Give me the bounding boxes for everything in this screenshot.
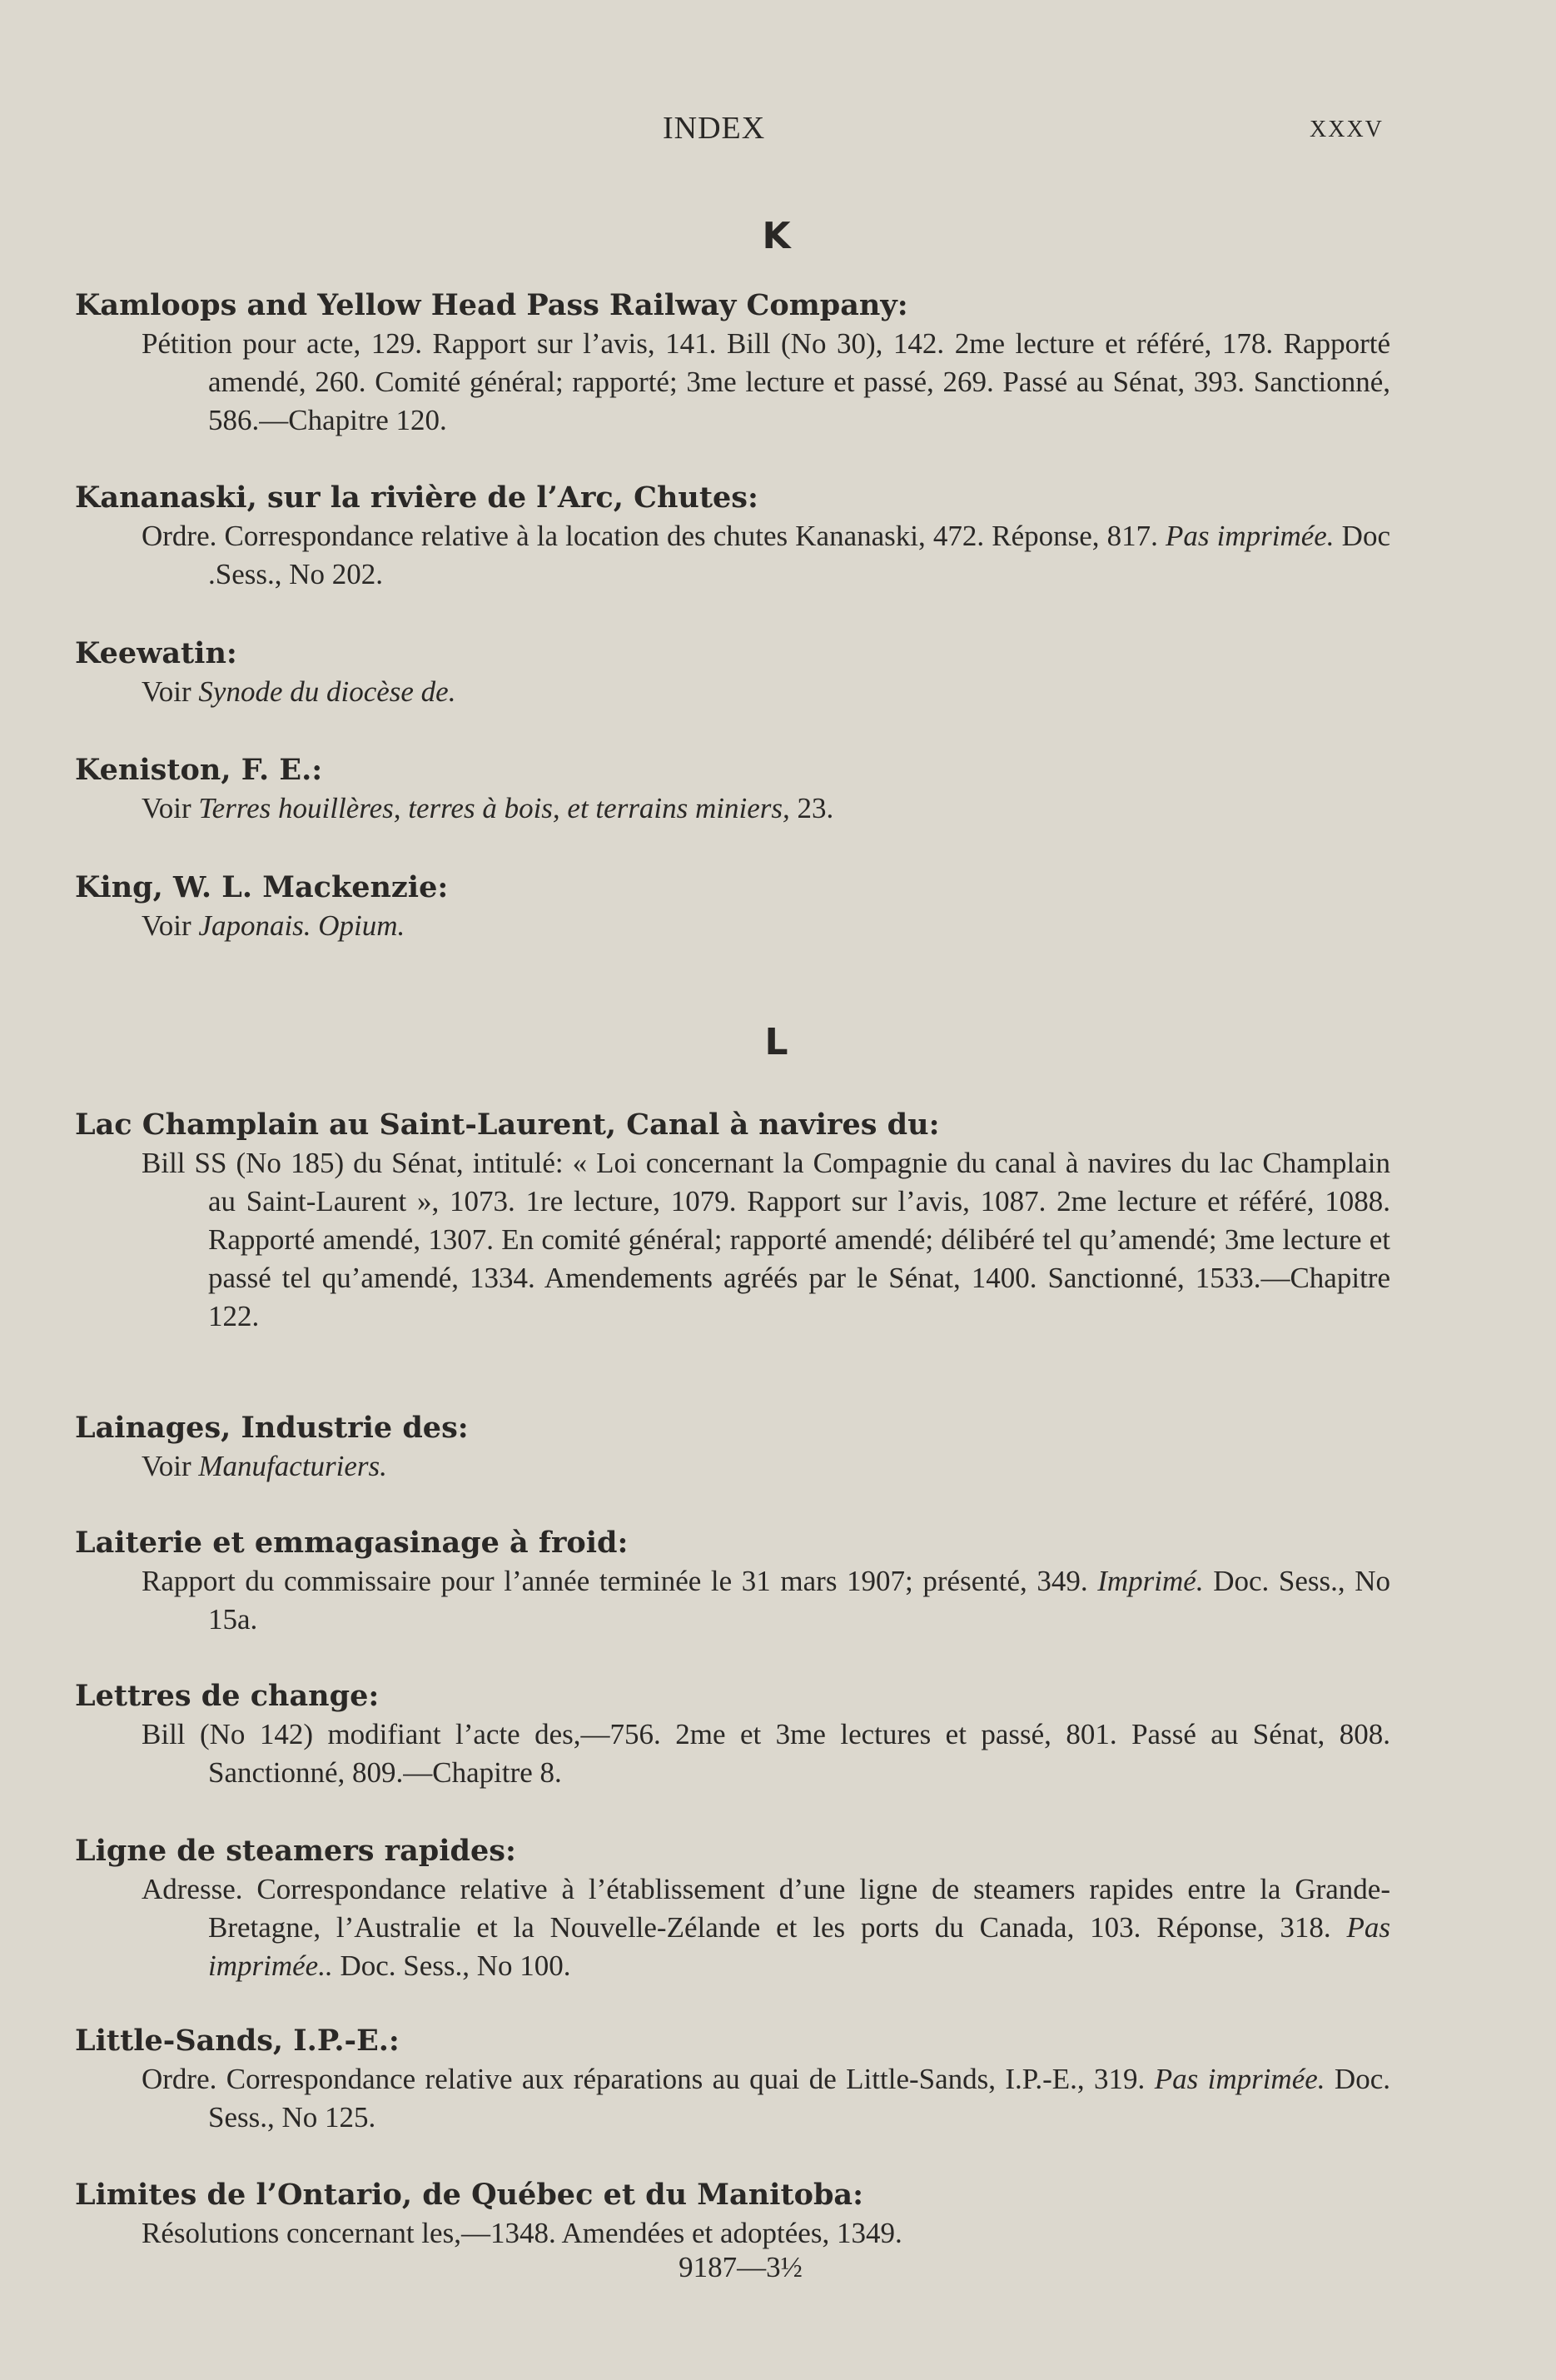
entry-text: Ordre. Correspondance relative aux réparations au quai de Little-Sands, I.P.-E., 319. Pas imprimée. Doc. Sess., No 125. <box>142 2063 1390 2134</box>
entry-text: Voir Synode du diocèse de. <box>142 675 456 708</box>
entry-text: Pétition pour acte, 129. Rapport sur l’avis, 141. Bill (No 30), 142. 2me lecture et référé, 178. Rapporté amendé, 260. Comité général; rapporté; 3me lecture et passé, 269. Passé au Sénat, 393. Sanctionné, 586.—Chapitre 120. <box>142 327 1390 436</box>
entry-text: Bill SS (No 185) du Sénat, intitulé: « Loi concernant la Compagnie du canal à navires du lac Champlain au Saint-Laurent », 1073. 1re lecture, 1079. Rapport sur l’avis, 1087. 2me lecture et référé, 1088. Rapporté amendé, 1307. En comité général; rapporté amendé; délibéré tel qu’amendé; 3me lecture et passé tel qu’amendé, 1334. Amendements agréés par le Sénat, 1400. Sanctionné, 1533.—Chapitre 122. <box>142 1147 1390 1332</box>
entry-heading: Laiterie et emmagasinage à froid: <box>75 1526 629 1560</box>
index-entry <box>75 2022 1390 2137</box>
entry-heading: Little-Sands, I.P.-E.: <box>75 2024 400 2058</box>
index-entry <box>75 1409 1390 1486</box>
page-number: XXXV <box>1310 117 1384 142</box>
section-letter-k: K <box>762 215 791 257</box>
entry-heading: Keniston, F. E.: <box>75 753 323 787</box>
index-entry <box>75 1524 1390 1639</box>
entry-heading: Kamloops and Yellow Head Pass Railway Company: <box>75 288 908 322</box>
index-entry <box>75 869 1390 945</box>
index-entry <box>75 1832 1390 1985</box>
index-entry <box>75 479 1390 594</box>
printer-signature: 9187—3½ <box>679 2251 803 2283</box>
entry-heading: King, W. L. Mackenzie: <box>75 870 449 904</box>
index-entry <box>75 286 1390 440</box>
entry-text: Résolutions concernant les,—1348. Amendées et adoptées, 1349. <box>142 2217 902 2249</box>
page-header <box>0 110 1556 152</box>
entry-text: Bill (No 142) modifiant l’acte des,—756. 2me et 3me lectures et passé, 801. Passé au Sénat, 808. Sanctionné, 809.—Chapitre 8. <box>142 1718 1390 1789</box>
entry-text: Voir Japonais. Opium. <box>142 909 405 942</box>
entry-text: Voir Terres houillères, terres à bois, et terrains miniers, 23. <box>142 792 834 824</box>
entry-text: Adresse. Correspondance relative à l’établissement d’une ligne de steamers rapides entre la Grande-Bretagne, l’Australie et la Nouvelle-Zélande et les ports du Canada, 103. Réponse, 318. Pas imprimée.. Doc. Sess., No 100. <box>142 1873 1390 1982</box>
entry-heading: Keewatin: <box>75 636 237 670</box>
page-footer <box>0 2251 1556 2284</box>
entry-text: Rapport du commissaire pour l’année terminée le 31 mars 1907; présenté, 349. Imprimé. Doc. Sess., No 15a. <box>142 1565 1390 1636</box>
index-entry <box>75 1106 1390 1336</box>
entry-heading: Limites de l’Ontario, de Québec et du Manitoba: <box>75 2178 864 2212</box>
index-entry <box>75 2176 1390 2253</box>
entry-heading: Lac Champlain au Saint-Laurent, Canal à navires du: <box>75 1108 940 1142</box>
entry-text: Ordre. Correspondance relative à la location des chutes Kananaski, 472. Réponse, 817. Pas imprimée. Doc .Sess., No 202. <box>142 520 1390 590</box>
index-entry <box>75 1677 1390 1792</box>
entry-heading: Kananaski, sur la rivière de l’Arc, Chutes: <box>75 480 758 515</box>
index-entry <box>75 635 1390 711</box>
section-letter-l: L <box>764 1021 788 1063</box>
page-title: INDEX <box>663 111 766 146</box>
index-entry <box>75 751 1390 828</box>
entry-heading: Ligne de steamers rapides: <box>75 1834 516 1868</box>
entry-heading: Lettres de change: <box>75 1679 380 1713</box>
entry-text: Voir Manufacturiers. <box>142 1450 387 1482</box>
entry-heading: Lainages, Industrie des: <box>75 1411 469 1445</box>
